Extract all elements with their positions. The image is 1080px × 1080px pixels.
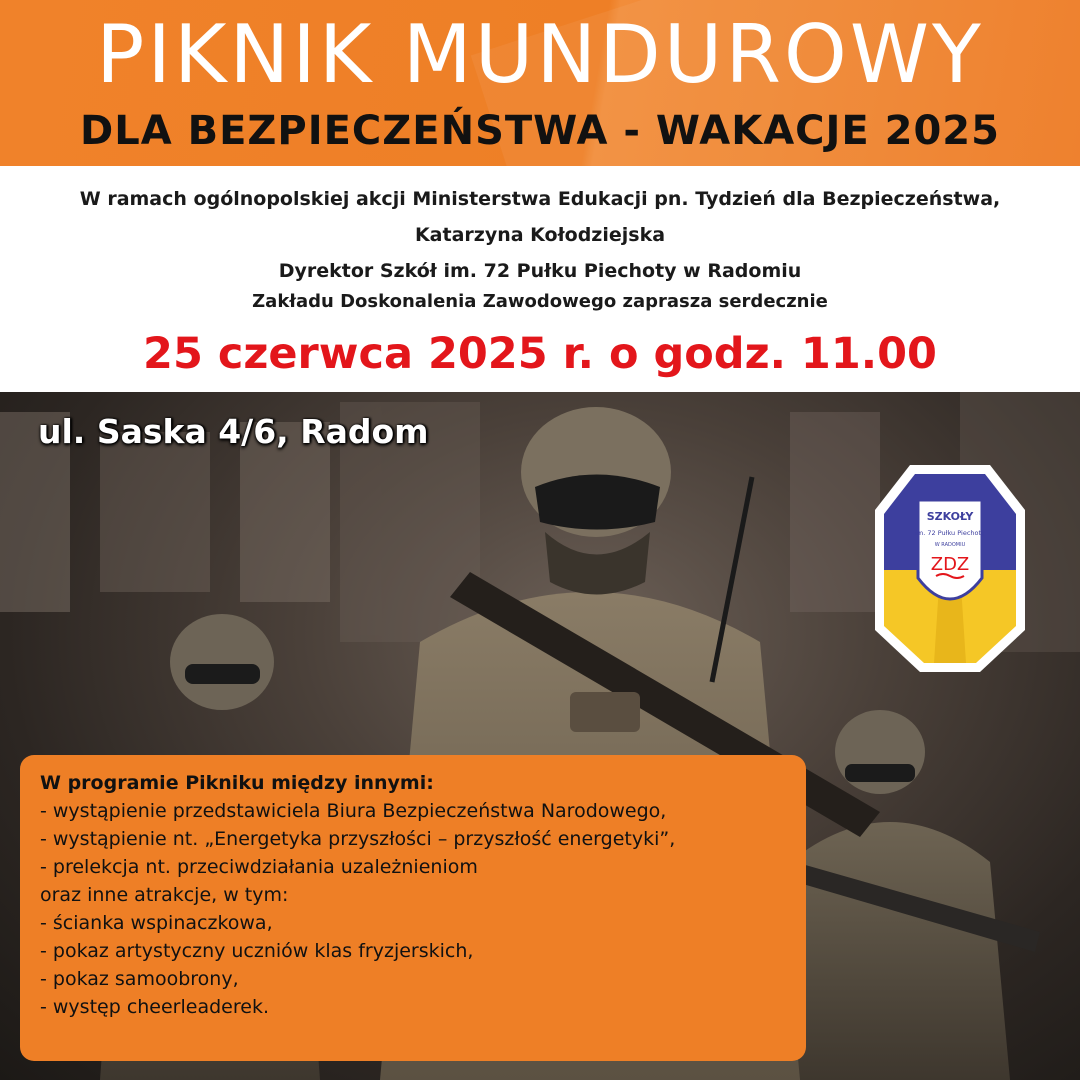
logo-text-brand: ZDZ bbox=[930, 554, 970, 575]
program-item: - wystąpienie przedstawiciela Biura Bezpieczeństwa Narodowego, bbox=[40, 800, 667, 822]
logo-text-szkoly: SZKOŁY bbox=[926, 510, 974, 523]
school-logo bbox=[870, 460, 1030, 675]
program-item: - prelekcja nt. przeciwdziałania uzależnieniom bbox=[40, 856, 478, 878]
event-address: ul. Saska 4/6, Radom bbox=[38, 412, 429, 451]
event-subtitle: DLA BEZPIECZEŃSTWA - WAKACJE 2025 bbox=[80, 108, 1000, 154]
event-date: 25 czerwca 2025 r. o godz. 11.00 bbox=[143, 329, 937, 379]
program-item: - pokaz samoobrony, bbox=[40, 968, 239, 990]
program-item: - ścianka wspinaczkowa, bbox=[40, 912, 273, 934]
intro-section bbox=[0, 166, 1080, 392]
program-item: - wystąpienie nt. „Energetyka przyszłości – przyszłość energetyki”, bbox=[40, 828, 676, 850]
program-item: - występ cheerleaderek. bbox=[40, 996, 269, 1018]
program-item: - pokaz artystyczny uczniów klas fryzjerskich, bbox=[40, 940, 474, 962]
event-title: PIKNIK MUNDUROWY bbox=[96, 8, 984, 101]
logo-text-city: W RADOMIU bbox=[934, 542, 966, 548]
logo-text-patron: im. 72 Pułku Piechoty bbox=[915, 529, 985, 537]
program-item: oraz inne atrakcje, w tym: bbox=[40, 884, 289, 906]
program-heading: W programie Pikniku między innymi: bbox=[40, 772, 434, 794]
school-emblem bbox=[870, 460, 1030, 675]
intro-line-position: Dyrektor Szkół im. 72 Pułku Piechoty w Radomiu bbox=[278, 260, 802, 282]
intro-line-invitation: Zakładu Doskonalenia Zawodowego zaprasza serdecznie bbox=[252, 291, 828, 312]
program-box bbox=[20, 755, 806, 1061]
intro-line-name: Katarzyna Kołodziejska bbox=[414, 224, 666, 246]
header-banner bbox=[0, 0, 1080, 166]
intro-line-campaign: W ramach ogólnopolskiej akcji Ministerstwa Edukacji pn. Tydzień dla Bezpieczeństwa, bbox=[79, 188, 1001, 210]
